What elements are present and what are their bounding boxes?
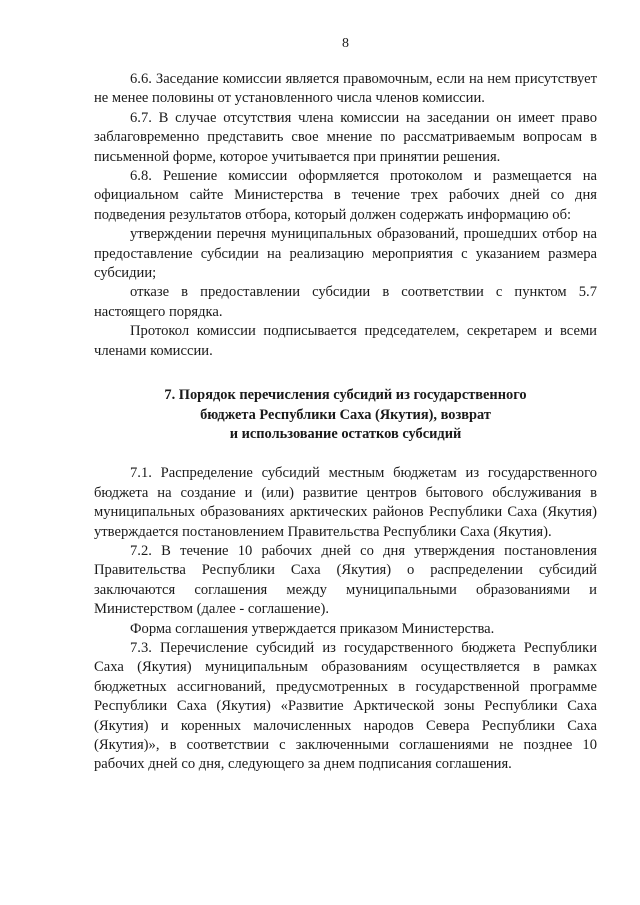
- section-7-heading: [94, 386, 597, 444]
- section-7-heading-line-2: бюджета Республики Саха (Якутия), возврат: [200, 406, 491, 423]
- paragraph-6-7: 6.7. В случае отсутствия члена комиссии на заседании он имеет право заблаговременно представить свое мнение по рассматриваемым вопросам в письменной форме, которое учитывается при принятии решения.: [94, 109, 597, 165]
- paragraph-6-8-item-approval: утверждении перечня муниципальных образований, прошедших отбор на предоставление субсидии на реализацию мероприятия с указанием размера субсидии;: [94, 226, 597, 282]
- paragraph-6-6: 6.6. Заседание комиссии является правомочным, если на нем присутствует не менее половины от установленного числа членов комиссии.: [94, 71, 597, 107]
- paragraph-agreement-form: Форма соглашения утверждается приказом Министерства.: [130, 620, 495, 637]
- section-6-body: [94, 70, 597, 361]
- paragraph-7-3: 7.3. Перечисление субсидий из государственного бюджета Республики Саха (Якутия) муниципальным образованиям осуществляется в рамках бюджетных ассигнований, предусмотренных в государственной программе Республики Саха (Якутия) «Развитие Арктической зоны Республики Саха (Якутия) и коренных малочисленных народов Севера Республики Саха (Якутия)», в соответствии с заключенными соглашениями не позднее 10 рабочих дней со дня, следующего за днем подписания соглашения.: [94, 639, 597, 773]
- paragraph-7-1: 7.1. Распределение субсидий местным бюджетам из государственного бюджета на создание и (или) развитие центров бытового обслуживания в муниципальных образованиях арктических районов Республики Саха (Якутия) утверждается постановлением Правительства Республики Саха (Якутия).: [94, 465, 597, 540]
- paragraph-6-8-item-refusal: отказе в предоставлении субсидии в соответствии с пунктом 5.7 настоящего порядка.: [94, 284, 597, 320]
- section-7-heading-line-3: и использование остатков субсидий: [229, 425, 462, 442]
- section-7-heading-line-1: 7. Порядок перечисления субсидий из государственного: [164, 387, 527, 404]
- page-number: 8: [342, 36, 349, 51]
- paragraph-protocol-signing: Протокол комиссии подписывается председателем, секретарем и всеми членами комиссии.: [94, 323, 597, 359]
- section-7-body: [94, 464, 597, 775]
- paragraph-7-2: 7.2. В течение 10 рабочих дней со дня утверждения постановления Правительства Республики Саха (Якутия) о распределении субсидий заключаются соглашения между муниципальными образованиями и Министерством (далее - соглашение).: [94, 542, 597, 618]
- paragraph-6-8: 6.8. Решение комиссии оформляется протоколом и размещается на официальном сайте Министерства в течение трех рабочих дней со дня подведения результатов отбора, который должен содержать информацию об:: [94, 168, 597, 223]
